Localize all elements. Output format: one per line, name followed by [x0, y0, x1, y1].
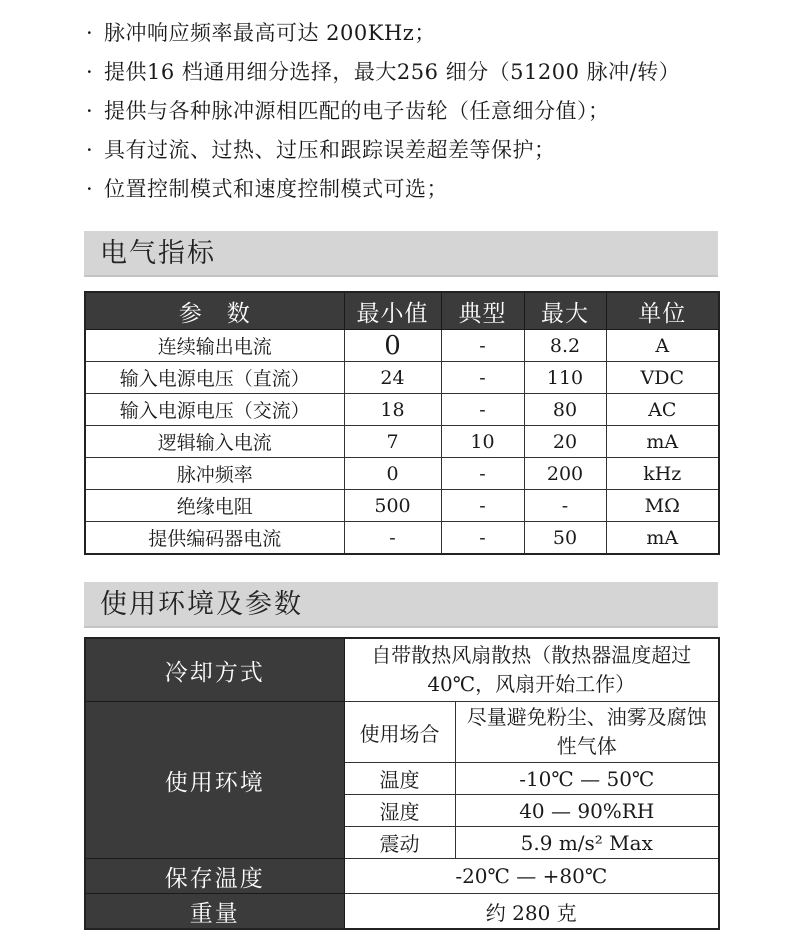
- param-unit: A: [606, 330, 719, 362]
- usage-humidity-value: 40 — 90%RH: [455, 795, 719, 827]
- usage-label: 使用环境: [85, 702, 344, 859]
- table-row: [85, 458, 719, 490]
- usage-vibration-value: 5.9 m/s² Max: [455, 827, 719, 859]
- weight-value: 约 280 克: [344, 894, 719, 930]
- weight-label: 重量: [85, 894, 344, 930]
- bullet-dot-icon: ·: [86, 60, 94, 84]
- param-typ: -: [441, 458, 524, 490]
- param-max: 20: [524, 426, 606, 458]
- environment-section-header: [84, 582, 718, 628]
- feature-text: 脉冲响应频率最高可达 200KHz；: [104, 21, 436, 45]
- param-typ: -: [441, 330, 524, 362]
- electrical-section-header: [84, 231, 718, 277]
- param-name: 连续输出电流: [85, 330, 344, 362]
- usage-place-value: 尽量避免粉尘、油雾及腐蚀性气体: [455, 702, 719, 763]
- param-unit: MΩ: [606, 490, 719, 522]
- param-min: 7: [344, 426, 441, 458]
- param-name: 输入电源电压（直流）: [85, 362, 344, 394]
- header-max: 最大: [524, 292, 606, 330]
- storage-row: [85, 859, 719, 894]
- param-typ: -: [441, 522, 524, 555]
- electrical-section-title: 电气指标: [100, 238, 216, 269]
- feature-item: [86, 92, 786, 131]
- param-max: 110: [524, 362, 606, 394]
- param-unit: mA: [606, 426, 719, 458]
- feature-text: 提供16 档通用细分选择，最大256 细分（51200 脉冲/转）: [104, 60, 681, 84]
- usage-temp-value: -10℃ — 50℃: [455, 763, 719, 795]
- usage-vibration-name: 震动: [344, 827, 455, 859]
- feature-list: [86, 14, 786, 209]
- usage-humidity-name: 湿度: [344, 795, 455, 827]
- param-min: 0: [344, 330, 441, 362]
- param-typ: 10: [441, 426, 524, 458]
- bullet-dot-icon: ·: [86, 99, 94, 123]
- table-row: [85, 522, 719, 555]
- table-row: [85, 394, 719, 426]
- header-min: 最小值: [344, 292, 441, 330]
- cooling-value: 自带散热风扇散热（散热器温度超过 40℃，风扇开始工作）: [344, 638, 719, 702]
- param-max: 80: [524, 394, 606, 426]
- param-max: 200: [524, 458, 606, 490]
- feature-text: 具有过流、过热、过压和跟踪误差超差等保护；: [104, 138, 556, 162]
- header-param: 参 数: [85, 292, 344, 330]
- param-typ: -: [441, 394, 524, 426]
- param-unit: AC: [606, 394, 719, 426]
- param-max: -: [524, 490, 606, 522]
- header-unit: 单位: [606, 292, 719, 330]
- storage-value: -20℃ — +80℃: [344, 859, 719, 894]
- param-min: -: [344, 522, 441, 555]
- bullet-dot-icon: ·: [86, 21, 94, 45]
- feature-item: [86, 170, 786, 209]
- usage-place-name: 使用场合: [344, 702, 455, 763]
- header-typ: 典型: [441, 292, 524, 330]
- param-typ: -: [441, 362, 524, 394]
- cooling-label: 冷却方式: [85, 638, 344, 702]
- param-min: 0: [344, 458, 441, 490]
- table-row: [85, 362, 719, 394]
- param-typ: -: [441, 490, 524, 522]
- table-row: [85, 330, 719, 362]
- param-name: 绝缘电阻: [85, 490, 344, 522]
- param-max: 50: [524, 522, 606, 555]
- param-unit: mA: [606, 522, 719, 555]
- environment-section-title: 使用环境及参数: [100, 589, 303, 620]
- weight-row: [85, 894, 719, 930]
- param-min: 500: [344, 490, 441, 522]
- feature-item: [86, 14, 786, 53]
- param-min: 24: [344, 362, 441, 394]
- bullet-dot-icon: ·: [86, 138, 94, 162]
- storage-label: 保存温度: [85, 859, 344, 894]
- usage-row: [85, 702, 719, 763]
- param-name: 输入电源电压（交流）: [85, 394, 344, 426]
- table-row: [85, 490, 719, 522]
- feature-text: 位置控制模式和速度控制模式可选；: [104, 177, 448, 201]
- feature-text: 提供与各种脉冲源相匹配的电子齿轮（任意细分值）；: [104, 99, 610, 123]
- feature-item: [86, 131, 786, 170]
- param-name: 逻辑输入电流: [85, 426, 344, 458]
- param-max: 8.2: [524, 330, 606, 362]
- param-name: 脉冲频率: [85, 458, 344, 490]
- table-header-row: [85, 292, 719, 330]
- feature-item: [86, 53, 786, 92]
- environment-table: [84, 637, 720, 930]
- param-name: 提供编码器电流: [85, 522, 344, 555]
- usage-temp-name: 温度: [344, 763, 455, 795]
- table-row: [85, 426, 719, 458]
- param-min: 18: [344, 394, 441, 426]
- param-unit: VDC: [606, 362, 719, 394]
- cooling-row: [85, 638, 719, 702]
- bullet-dot-icon: ·: [86, 177, 94, 201]
- electrical-spec-table: [84, 291, 720, 555]
- param-unit: kHz: [606, 458, 719, 490]
